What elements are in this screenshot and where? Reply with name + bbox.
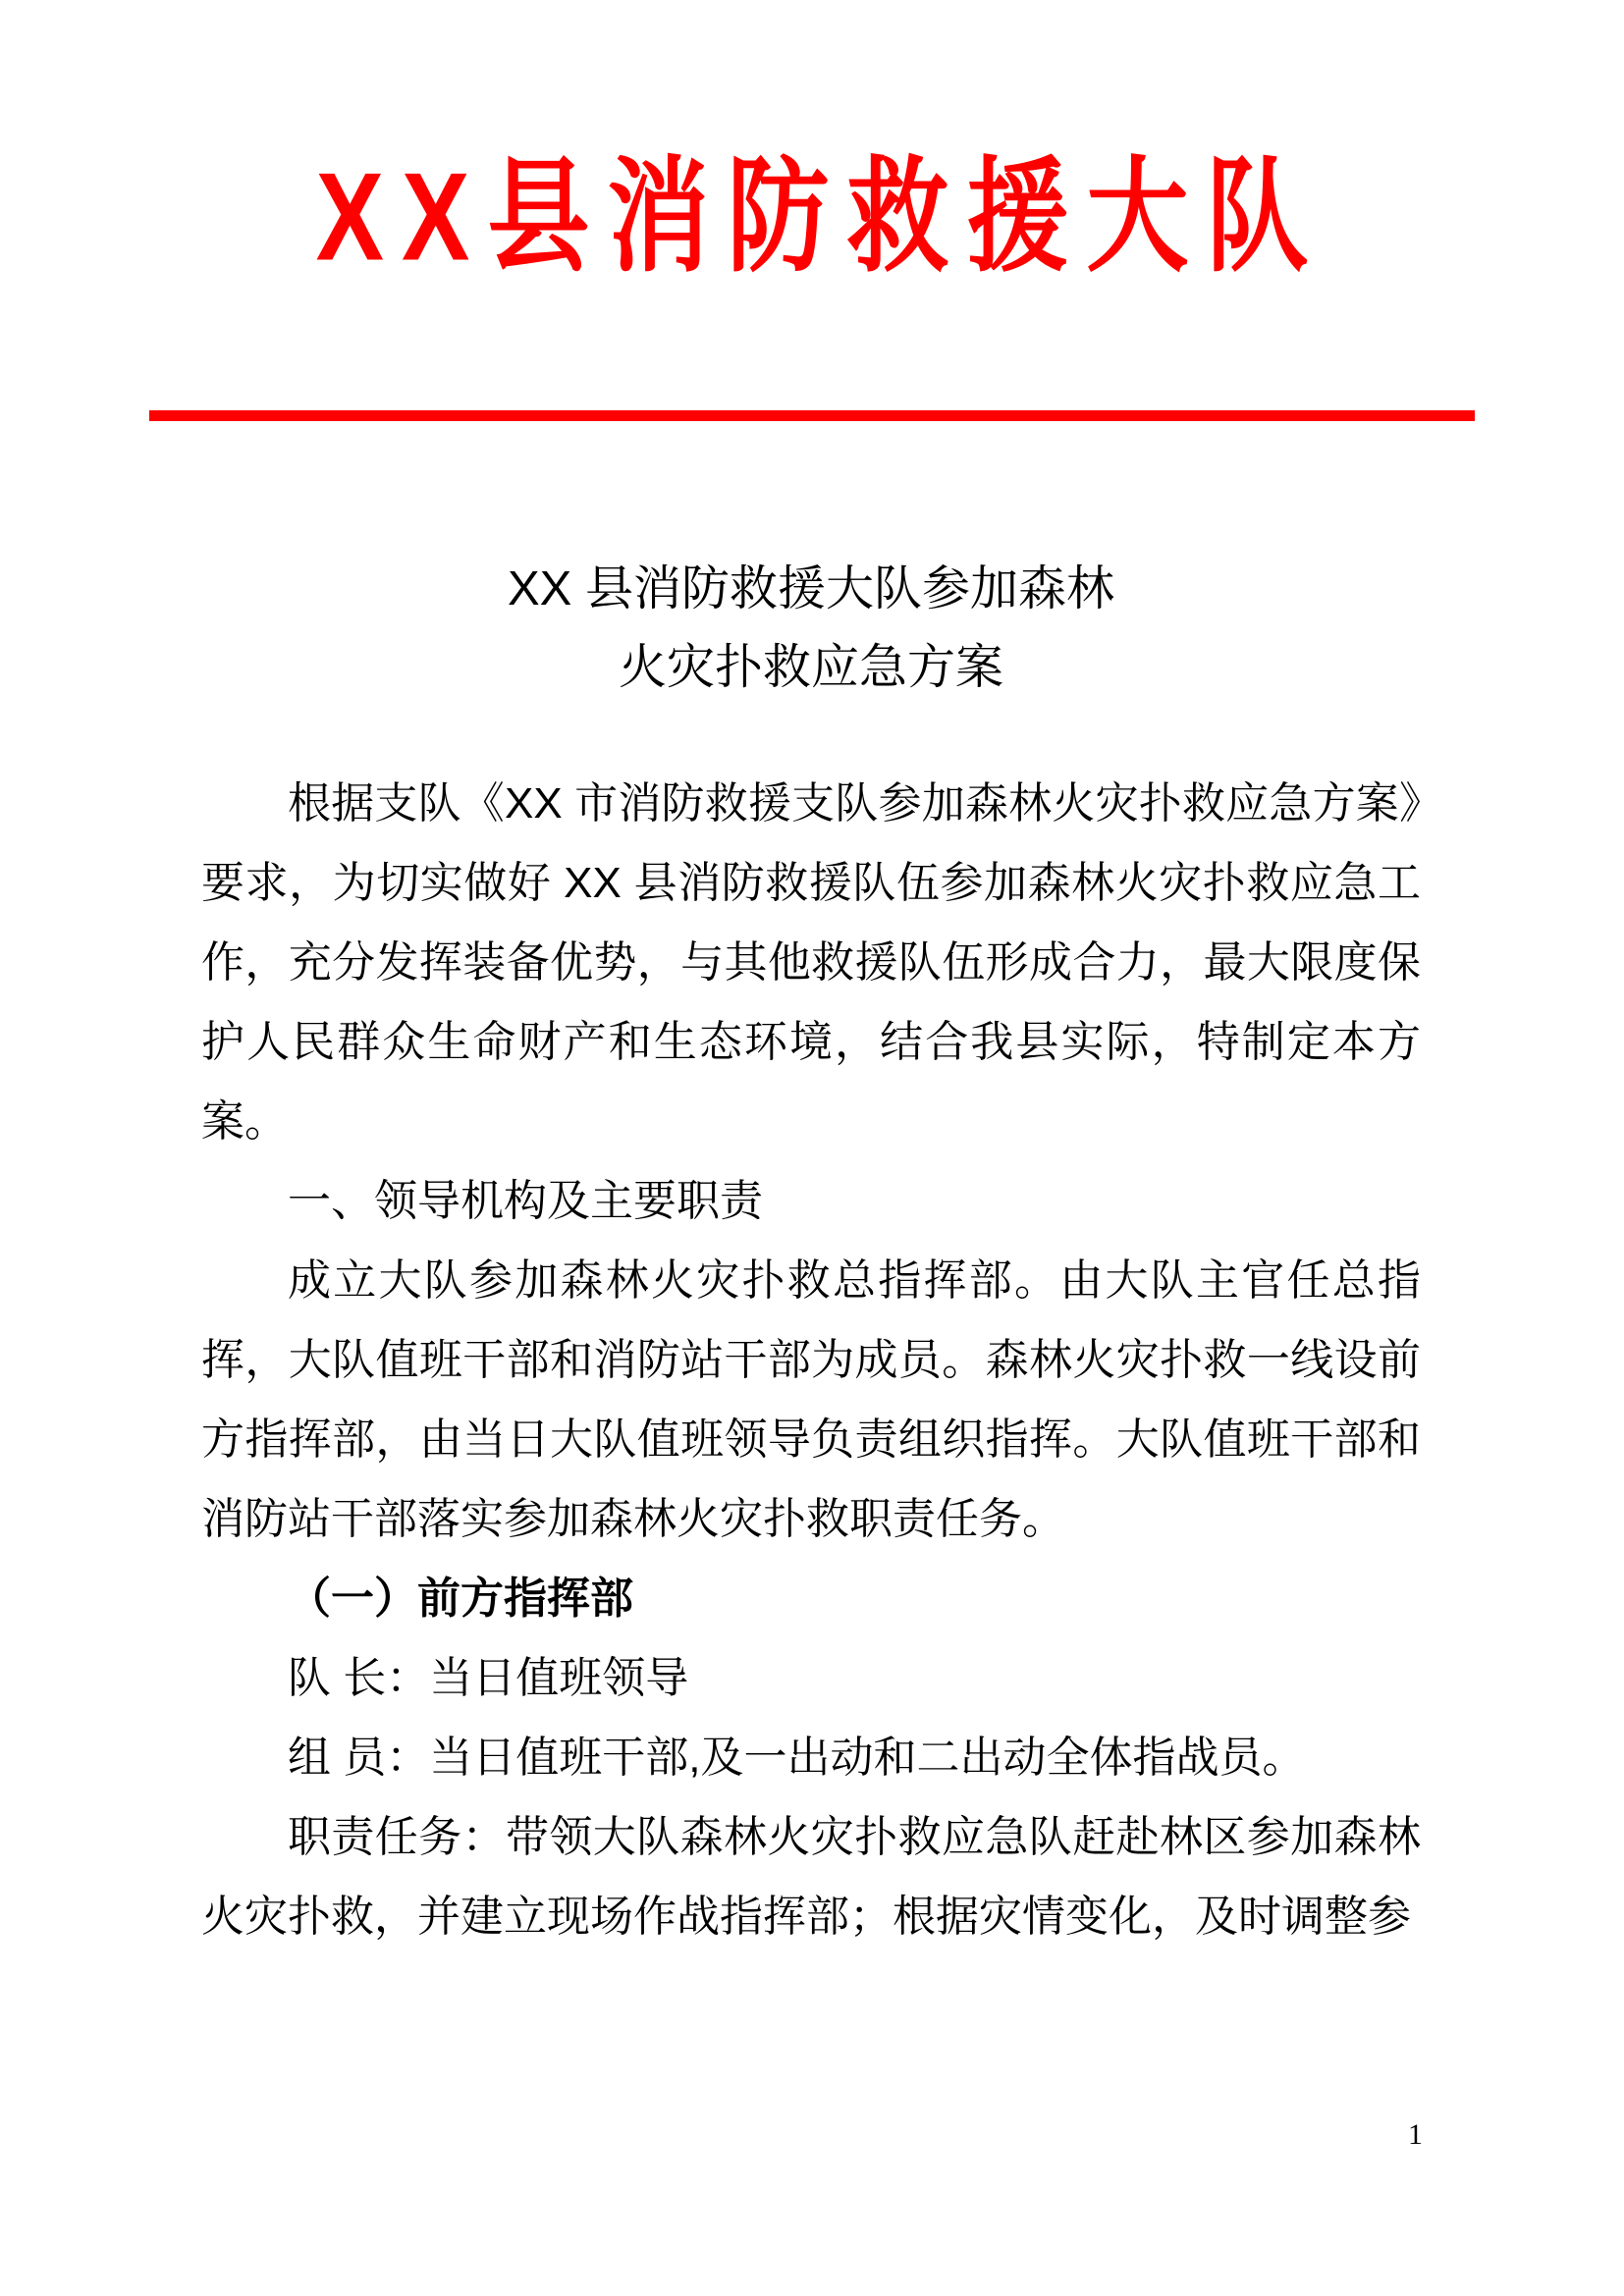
paragraph-leadership-body: 成立大队参加森林火灾扑救总指挥部。由大队主官任总指挥，大队值班干部和消防站干部为成员。森林火灾扑救一线设前方指挥部，由当日大队值班领导负责组织指挥。大队值班干部和消防站干部落实参加森林火灾扑救职责任务。	[201, 1256, 1421, 1543]
letterhead-red-rule	[149, 410, 1475, 421]
document-title	[201, 550, 1421, 707]
letterhead-organization-title: XX县消防救援大队	[315, 148, 1326, 288]
page-number: 1	[1408, 2118, 1423, 2151]
paragraph-duties: 职责任务：带领大队森林火灾扑救应急队赶赴林区参加森林火灾扑救，并建立现场作战指挥部；根据灾情变化，及时调整参	[201, 1813, 1421, 1941]
paragraph-preamble: 根据支队《XX 市消防救援支队参加森林火灾扑救应急方案》要求，为切实做好 XX 县消防救援队伍参加森林火灾扑救应急工作，充分发挥装备优势，与其他救援队伍形成合力，最大限度保护人民群众生命财产和生态环境，结合我县实际，特制定本方案。	[201, 779, 1421, 1146]
document-title-line-2: 火灾扑救应急方案	[618, 641, 1003, 694]
paragraph-team-members: 组 员：当日值班干部,及一出动和二出动全体指战员。	[288, 1734, 1306, 1782]
section-heading-leadership: 一、领导机构及主要职责	[288, 1177, 763, 1225]
letterhead	[0, 147, 1624, 288]
document-body	[201, 550, 1421, 1956]
paragraph-team-leader: 队 长：当日值班领导	[288, 1654, 689, 1702]
document-title-line-1: XX 县消防救援大队参加森林	[508, 562, 1114, 615]
subsection-heading-front-command: （一）前方指挥部	[288, 1575, 633, 1623]
